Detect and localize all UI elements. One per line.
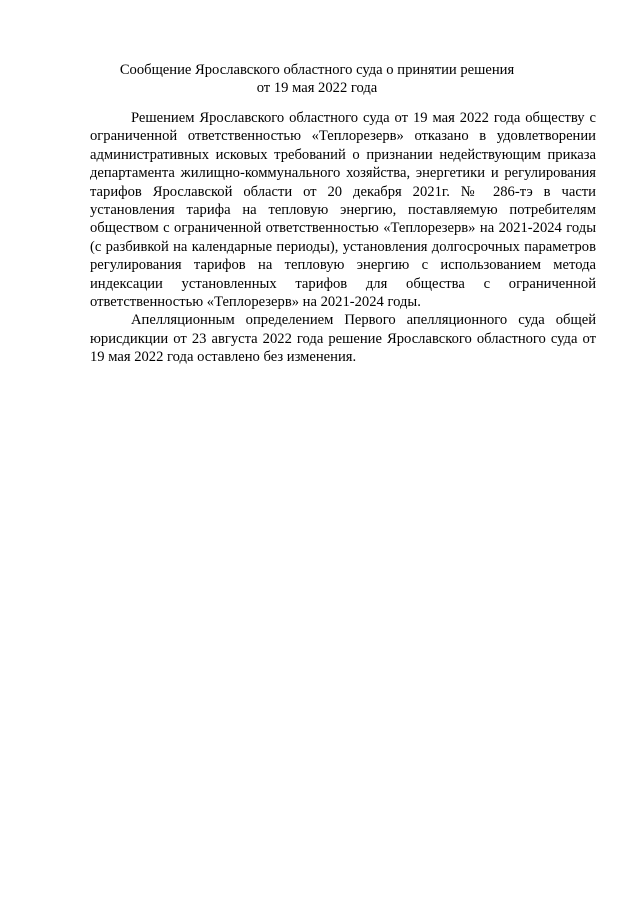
title-line-2: от 19 мая 2022 года [256,80,378,96]
document-title [90,61,544,97]
title-line-1: Сообщение Ярославского областного суда о принятии решения [119,62,515,78]
paragraph-appeal: Апелляционным определением Первого апелляционного суда общей юрисдикции от 23 августа 2022 года решение Ярославского областного суда от 19 мая 2022 года оставлено без изменения. [90,312,596,366]
document-body [90,109,596,367]
paragraph-decision: Решением Ярославского областного суда от 19 мая 2022 года обществу с ограниченной ответственностью «Теплорезерв» отказано в удовлетворении административных исковых требований о признании недействующим приказа департамента жилищно-коммунального хозяйства, энергетики и регулирования тарифов Ярославской области от 20 декабря 2021г. № 286-тэ в части установления тарифа на тепловую энергию, поставляемую потребителям обществом с ограниченной ответственностью «Теплорезерв» на 2021-2024 годы (с разбивкой на календарные периоды), установления долгосрочных параметров регулирования тарифов на тепловую энергию с использованием метода индексации установленных тарифов для общества с ограниченной ответственностью «Теплорезерв» на 2021-2024 годы. [90,110,596,311]
